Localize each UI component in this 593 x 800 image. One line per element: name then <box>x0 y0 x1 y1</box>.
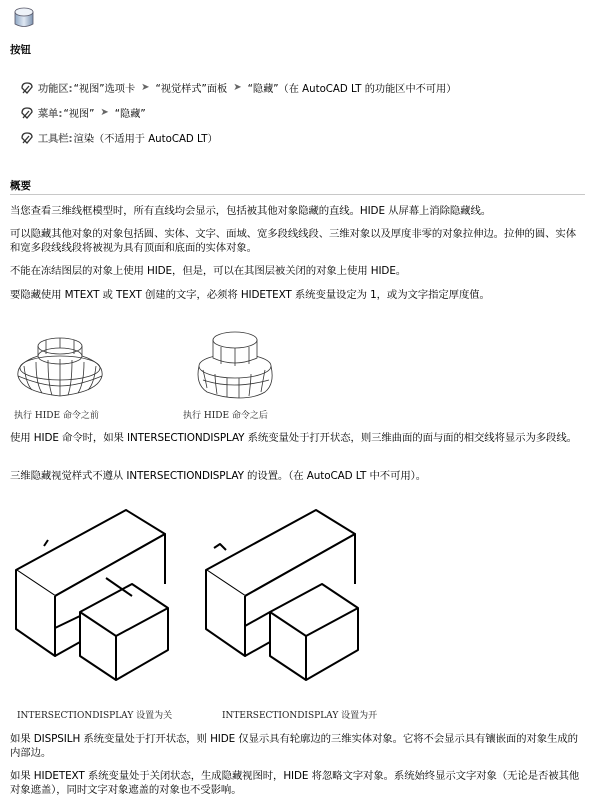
caption-before-hide: 执行 HIDE 命令之前 <box>14 411 99 421</box>
access-menu <box>20 105 146 120</box>
paragraph-3: 不能在冻结图层的对象上使用 HIDE，但是，可以在其图层被关闭的对象上使用 HIDE。 <box>10 265 407 277</box>
mouse-pointer-icon <box>20 131 34 145</box>
paragraph-2: 可以隐藏其他对象的对象包括圆、实体、文字、面域、宽多段线线段、三维对象以及厚度非零的对象拉伸边。拉伸的圆、实体和宽多段线线段将被视为具有顶面和底面的实体对象。 <box>10 228 576 254</box>
breadcrumb-arrow-icon: ➤ <box>141 82 150 93</box>
toolbar-label: 工具栏: <box>38 134 73 145</box>
ribbon-view-tab: “视图”选项卡 <box>73 84 136 95</box>
figure-intersection-off <box>10 504 190 694</box>
ribbon-label: 功能区: <box>38 84 73 95</box>
caption-intersection-on: INTERSECTIONDISPLAY 设置为开 <box>222 711 378 721</box>
access-toolbar <box>20 130 218 145</box>
paragraph-4: 要隐藏使用 MTEXT 或 TEXT 创建的文字，必须将 HIDETEXT 系统变量设定为 1，或为文字指定厚度值。 <box>10 289 490 301</box>
caption-intersection-off: INTERSECTIONDISPLAY 设置为关 <box>17 711 173 721</box>
menu-view: “视图” <box>63 109 95 120</box>
overview-divider <box>10 194 585 195</box>
paragraph-7: 如果 DISPSILH 系统变量处于打开状态，则 HIDE 仅显示具有轮廓边的三维实体对象。它将不会显示具有镶嵌面的对象生成的内部边。 <box>10 733 578 759</box>
figure-after-hide <box>183 318 283 408</box>
caption-after-hide: 执行 HIDE 命令之后 <box>183 411 268 421</box>
mouse-pointer-icon <box>20 106 34 120</box>
cylinder-icon <box>10 4 38 30</box>
ribbon-hide: “隐藏”（在 AutoCAD LT 的功能区中不可用） <box>247 84 457 95</box>
breadcrumb-arrow-icon: ➤ <box>100 107 109 118</box>
buttons-heading: 按钮 <box>10 44 31 56</box>
paragraph-8: 如果 HIDETEXT 系统变量处于关闭状态，生成隐藏视图时，HIDE 将忽略文字对象。系统始终显示文字对象（无论是否被其他对象遮盖），同时文字对象遮盖的对象也不受影响。 <box>10 770 580 796</box>
menu-label: 菜单: <box>38 109 63 120</box>
figure-before-hide <box>12 318 112 408</box>
breadcrumb-arrow-icon: ➤ <box>233 82 242 93</box>
ribbon-visual-styles-panel: “视觉样式”面板 <box>155 84 228 95</box>
overview-heading: 概要 <box>10 180 31 192</box>
toolbar-render: 渲染（不适用于 AutoCAD LT） <box>73 134 218 145</box>
paragraph-1: 当您查看三维线框模型时，所有直线均会显示，包括被其他对象隐藏的直线。HIDE 从屏幕上消除隐藏线。 <box>10 205 492 217</box>
menu-hide: “隐藏” <box>114 109 146 120</box>
mouse-pointer-icon <box>20 81 34 95</box>
paragraph-6: 三维隐藏视觉样式不遵从 INTERSECTIONDISPLAY 的设置。（在 AutoCAD LT 中不可用）。 <box>10 470 427 482</box>
paragraph-5: 使用 HIDE 命令时，如果 INTERSECTIONDISPLAY 系统变量处于打开状态，则三维曲面的面与面的相交线将显示为多段线。 <box>10 432 577 444</box>
figure-intersection-on <box>200 504 380 694</box>
access-ribbon <box>20 80 456 95</box>
